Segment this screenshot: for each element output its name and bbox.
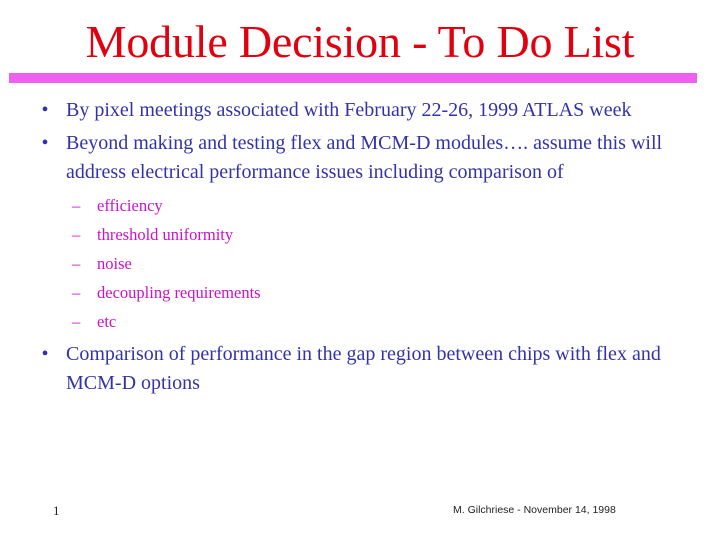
sub-bullet-list	[0, 191, 720, 336]
bullet-item	[0, 340, 720, 398]
footer-author-date: M. Gilchriese - November 14, 1998	[453, 504, 616, 516]
page-number: 1	[53, 503, 60, 518]
bullet-text: By pixel meetings associated with February 22-26, 1999 ATLAS week	[66, 99, 632, 121]
slide-title: Module Decision - To Do List	[85, 16, 635, 67]
dash-icon: –	[72, 225, 81, 244]
bullet-item	[0, 129, 720, 187]
dash-icon: –	[72, 254, 81, 273]
bullet-dot-icon: •	[41, 132, 49, 154]
bullet-text: Comparison of performance in the gap region between chips with flex and MCM-D options	[66, 343, 661, 394]
dash-icon: –	[72, 196, 81, 215]
title-underline-rule	[9, 73, 697, 83]
bullet-dot-icon: •	[41, 99, 49, 121]
bullet-text: Beyond making and testing flex and MCM-D modules…. assume this will address electrical performance issues including comparison of	[66, 132, 663, 183]
slide-content	[0, 96, 720, 402]
bullet-dot-icon: •	[41, 343, 49, 365]
sub-bullet-item	[0, 220, 720, 249]
sub-bullet-item	[0, 249, 720, 278]
sub-bullet-text: threshold uniformity	[97, 225, 234, 244]
sub-bullet-text: decoupling requirements	[97, 283, 261, 302]
bullet-item	[0, 96, 720, 125]
dash-icon: –	[72, 283, 81, 302]
dash-icon: –	[72, 312, 81, 331]
sub-bullet-item	[0, 278, 720, 307]
sub-bullet-text: noise	[97, 254, 132, 273]
sub-bullet-item	[0, 307, 720, 336]
sub-bullet-text: efficiency	[97, 196, 163, 215]
sub-bullet-item	[0, 191, 720, 220]
sub-bullet-text: etc	[97, 312, 117, 331]
